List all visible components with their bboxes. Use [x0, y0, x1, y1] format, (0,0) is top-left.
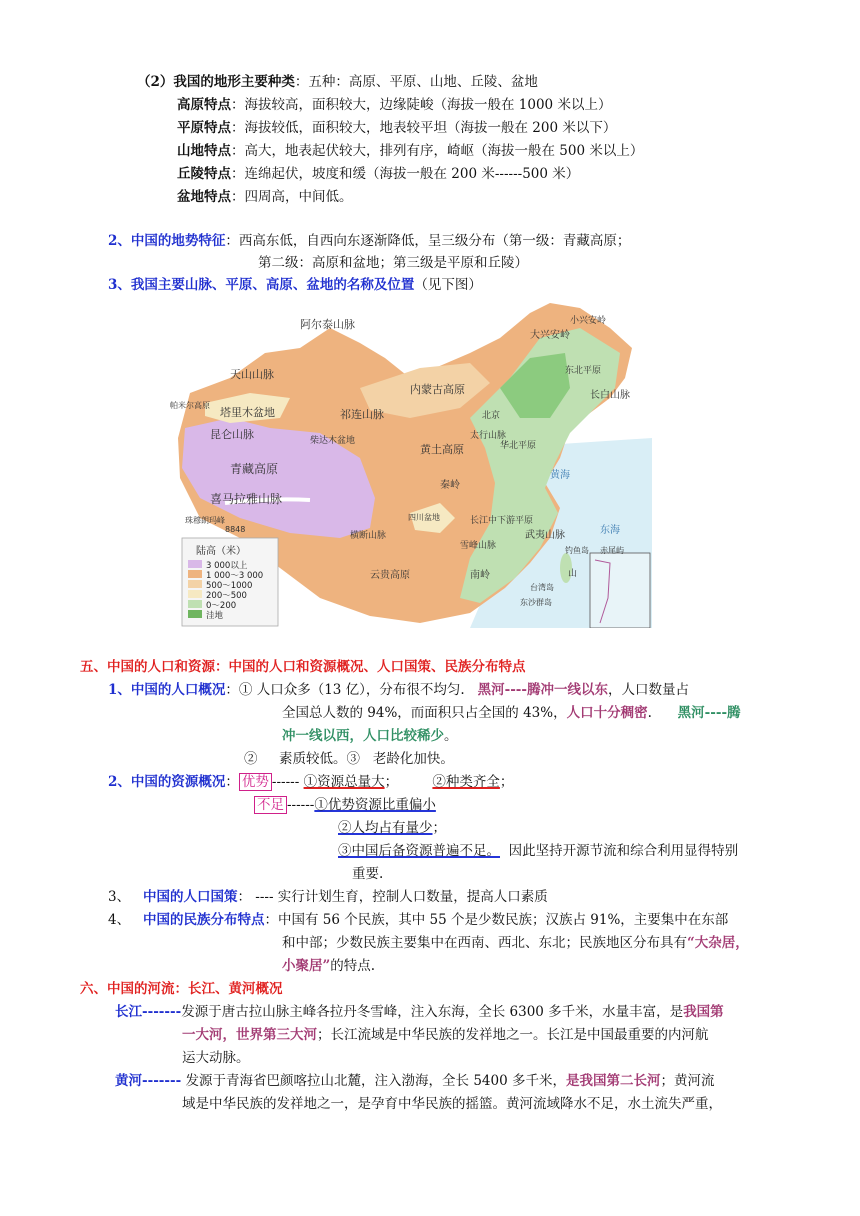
map-label-huanghai: 黄海 [550, 470, 570, 481]
res-semi2: ； [499, 774, 514, 790]
pop-highlight-east: 黑河----腾冲一线以东 [477, 682, 609, 698]
res-dis3-rest: 因此坚持开源节流和综合利用显得特别 [508, 843, 739, 859]
res-line1 [108, 772, 513, 792]
map-label-kunlun: 昆仑山脉 [210, 428, 254, 441]
ethnic-highlight-a: “大杂居， [687, 935, 749, 951]
legend-label-3: 500～1000 [206, 581, 253, 591]
legend-swatch-1 [188, 560, 202, 568]
ethnic-title: 中国的民族分布特点 [142, 912, 265, 928]
res-dis1: ①优势资源比重偏小 [314, 797, 436, 813]
res-dis2-end: ； [432, 820, 446, 836]
pop-text3: 全国总人数的 94%，而面积只占全国的 43%， [282, 705, 567, 721]
map-label-huangtu: 黄土高原 [420, 443, 464, 456]
res-line5: 重要. [352, 866, 384, 882]
res-line2 [254, 795, 436, 815]
terrain-trend-title: 2、中国的地势特征 [108, 233, 226, 249]
legend-title: 陆高（米） [196, 546, 246, 557]
mountain-feature [177, 141, 643, 161]
ethnic-text2: 和中部；少数民族主要集中在西南、西北、东北；民族地区分布具有 [282, 935, 687, 951]
pop-highlight-west-b: 冲一线以西，人口比较稀少 [282, 728, 444, 744]
hill-feature [177, 164, 579, 184]
hh-highlight: 是我国第二长河 [565, 1073, 661, 1089]
pop-item2: 素质较低。③ [278, 751, 360, 767]
res-dis2: ②人均占有量少 [338, 820, 433, 836]
pop-text2: ，人口数量占 [608, 682, 690, 698]
map-label-daxinganling: 大兴安岭 [530, 330, 570, 341]
map-legend [182, 538, 278, 626]
map-label-qilian: 祁连山脉 [340, 408, 384, 421]
map-label-peak: 8848 [225, 525, 246, 534]
map-label-shan: 山 [568, 569, 578, 579]
pop-line4 [244, 749, 454, 769]
pop-title: 1、中国的人口概况 [108, 682, 226, 698]
hh-name: 黄河------- [115, 1073, 182, 1089]
pop-highlight-west-a: 黑河----腾 [677, 705, 741, 721]
res-dis-dash: ------ [287, 797, 315, 813]
mountain-value: ：高大，地表起伏较大，排列有序，崎岖（海拔一般在 500 米以上） [231, 143, 644, 159]
hill-value: ：连绵起伏，坡度和缓（海拔一般在 200 米------500 米） [231, 166, 580, 182]
hill-key: 丘陵特点 [177, 166, 231, 182]
legend-label-5: 0～200 [206, 601, 237, 611]
terrain-trend-line [108, 231, 630, 251]
mountains-line [108, 275, 482, 295]
legend-swatch-4 [188, 590, 202, 598]
cj-name: 长江------- [115, 1004, 182, 1020]
plateau-value: ：海拔较高，面积较大，边缘陡峻（海拔一般在 1000 米以上） [231, 97, 612, 113]
ethnic-num: 4、 [108, 912, 131, 928]
pop-text5: 。 [444, 728, 458, 744]
map-label-changjiang: 长江中下游平原 [470, 516, 534, 526]
hh-text2: ；黄河流 [660, 1073, 715, 1089]
res-semi: ； [384, 774, 399, 790]
cj-line1 [115, 1002, 724, 1022]
map-label-tarim: 塔里木盆地 [220, 406, 275, 419]
terrain-types-line [137, 72, 538, 92]
hh-line1 [115, 1071, 714, 1091]
legend-label-1: 3 000以上 [206, 561, 248, 571]
map-label-changbai: 长白山脉 [590, 390, 630, 401]
ethnic-text3: 的特点. [330, 958, 376, 974]
map-label-hengduan: 横断山脉 [350, 531, 387, 541]
plateau-feature [177, 95, 611, 115]
ethnic-highlight-b: 小聚居” [282, 958, 331, 974]
basin-feature [177, 187, 353, 207]
map-label-altay: 阿尔泰山脉 [300, 318, 355, 331]
legend-swatch-5 [188, 600, 202, 608]
basin-value: ：四周高，中间低。 [231, 189, 353, 205]
legend-label-2: 1 000～3 000 [206, 571, 264, 581]
plain-value: ：海拔较低，面积较大，地表较平坦（海拔一般在 200 米以下） [231, 120, 617, 136]
cj-line3: 运大动脉。 [182, 1050, 250, 1066]
map-label-diaoyu: 钓鱼岛 [565, 546, 589, 555]
map-label-qomolangma: 珠穆朗玛峰 [185, 516, 225, 525]
map-label-wuyi: 武夷山脉 [525, 530, 565, 541]
legend-swatch-6 [188, 610, 202, 618]
map-label-xiaoxinganling: 小兴安岭 [570, 316, 607, 326]
china-terrain-map [170, 298, 652, 628]
res-adv2: ②种类齐全 [432, 774, 500, 790]
ethnic-line3 [282, 956, 375, 976]
ethnic-line1 [108, 910, 728, 930]
map-label-himalaya: 喜马拉雅山脉 [210, 492, 283, 506]
pop-text1: ：① 人口众多（13 亿），分布很不均匀. [225, 682, 465, 698]
terrain-trend-text1: ：西高东低，自西向东逐渐降低，呈三级分布（第一级：青藏高原； [225, 233, 631, 249]
pop-item2-num: ② [244, 751, 258, 767]
res-colon: ： [225, 774, 239, 790]
cj-text1: 发源于唐古拉山脉主峰各拉丹冬雪峰，注入东海，全长 6300 多千米，水量丰富，是 [181, 1004, 684, 1020]
map-label-chiwei: 赤尾屿 [600, 546, 624, 555]
policy-title: 中国的人口国策 [142, 889, 238, 905]
cj-highlight2: 一大河，世界第三大河 [182, 1027, 317, 1043]
res-adv1: ①资源总量大 [303, 774, 385, 790]
mountain-key: 山地特点 [177, 143, 231, 159]
res-shortage-box: 不足 [254, 796, 287, 814]
plain-key: 平原特点 [177, 120, 231, 136]
map-label-xuefeng: 雪峰山脉 [460, 541, 497, 551]
plateau-key: 高原特点 [177, 97, 231, 113]
res-title: 2、中国的资源概况 [108, 774, 226, 790]
map-label-dongsha: 东沙群岛 [520, 598, 552, 607]
section5-title: 五、中国的人口和资源：中国的人口和资源概况、人口国策、民族分布特点 [80, 659, 526, 675]
map-label-qaidam: 柴达木盆地 [310, 436, 356, 446]
map-label-neimenggu: 内蒙古高原 [410, 383, 465, 396]
hh-text1: 发源于青海省巴颜喀拉山北麓，注入渤海，全长 5400 多千米， [181, 1073, 566, 1089]
policy-num: 3、 [108, 889, 131, 905]
map-label-tianshan: 天山山脉 [230, 368, 274, 381]
hh-line2: 域是中华民族的发祥地之一，是孕育中华民族的摇篮。黄河流域降水不足，水土流失严重， [182, 1096, 722, 1112]
ethnic-text1: ：中国有 56 个民族，其中 55 个是少数民族；汉族占 91%，主要集中在东部 [264, 912, 729, 928]
map-label-sichuan: 四川盆地 [408, 513, 440, 522]
policy-rest: ： ---- 实行计划生育，控制人口数量，提高人口素质 [237, 889, 548, 905]
pop-highlight-dense: 人口十分稠密 [566, 705, 648, 721]
ethnic-line2 [282, 933, 749, 953]
res-line3 [338, 818, 446, 838]
terrain-trend-text2: 第二级：高原和盆地；第三级是平原和丘陵） [258, 255, 528, 271]
map-label-yungui: 云贵高原 [370, 570, 410, 581]
map-label-dongbei: 东北平原 [565, 366, 602, 376]
basin-key: 盆地特点 [177, 189, 231, 205]
legend-label-4: 200～500 [206, 591, 247, 601]
plain-feature [177, 118, 616, 138]
res-line4 [338, 841, 738, 861]
legend-swatch-3 [188, 580, 202, 588]
pop-line3 [282, 726, 458, 746]
map-label-pamir: 帕米尔高原 [170, 401, 210, 410]
map-label-beijing: 北京 [482, 411, 501, 421]
map-label-qingzang: 青藏高原 [230, 462, 279, 476]
map-label-taiwan: 台湾岛 [530, 583, 554, 592]
cj-highlight1: 我国第 [683, 1004, 724, 1020]
pop-text4: . [647, 705, 652, 721]
res-adv-dash: ------ [271, 774, 300, 790]
pop-line1 [108, 680, 689, 700]
terrain-types-title: （2）我国的地形主要种类 [137, 74, 295, 90]
res-advantage-box: 优势 [239, 773, 272, 791]
mountains-title: 3、我国主要山脉、平原、高原、盆地的名称及位置 [108, 277, 415, 293]
cj-line2 [182, 1025, 709, 1045]
legend-label-6: 洼地 [206, 611, 224, 621]
res-dis3: ③中国后备资源普遍不足。 [338, 843, 500, 859]
map-label-taihang: 太行山脉 [470, 431, 507, 441]
map-label-qinling: 秦岭 [440, 480, 460, 491]
mountains-note: （见下图） [414, 277, 482, 293]
pop-item3: 老龄化加快。 [372, 751, 454, 767]
terrain-types-rest: ：五种：高原、平原、山地、丘陵、盆地 [294, 74, 538, 90]
map-label-donghai: 东海 [600, 525, 620, 536]
cj-text2: ；长江流域是中华民族的发祥地之一。长江是中国最重要的内河航 [317, 1027, 709, 1043]
policy-line [108, 887, 548, 907]
map-label-huabei: 华北平原 [500, 441, 537, 451]
map-label-nanling: 南岭 [470, 570, 490, 581]
legend-swatch-2 [188, 570, 202, 578]
pop-line2 [282, 703, 741, 723]
section6-title: 六、中国的河流：长江、黄河概况 [80, 981, 283, 997]
